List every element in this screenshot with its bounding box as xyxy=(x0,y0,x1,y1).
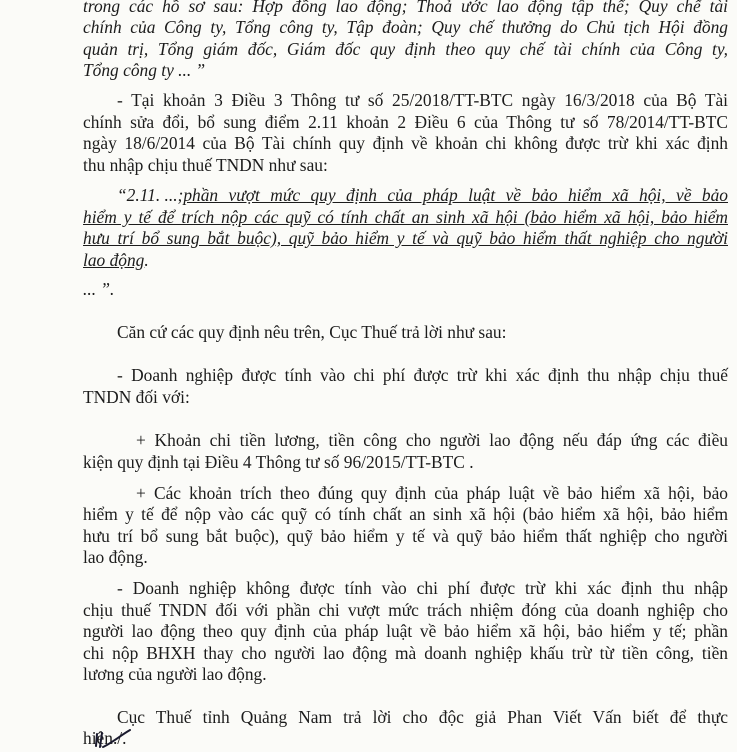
item1-line-1: + Khoản chi tiền lương, tiền công cho người lao động nếu đáp ứng các điều xyxy=(136,430,728,450)
quote1-line-4: Tổng công ty ... ” xyxy=(83,60,206,80)
item2-line-4: lao động. xyxy=(83,547,148,567)
quote2-underlined-4: lao động xyxy=(83,250,145,270)
nondeductible-line-1: - Doanh nghiệp không được tính vào chi phí được trừ khi xác định thu nhập xyxy=(117,578,728,598)
item2-line-1: + Các khoản trích theo đúng quy định của pháp luật về bảo hiểm xã hội, bảo xyxy=(136,483,728,503)
deductible-line-1: - Doanh nghiệp được tính vào chi phí được trừ khi xác định thu nhập chịu thuế xyxy=(117,365,728,385)
item2-line-3: hưu trí bổ sung bắt buộc), quỹ bảo hiểm y tế và quỹ bảo hiểm thất nghiệp cho người xyxy=(83,526,728,546)
quote1-line-3: quản trị, Tổng giám đốc, Giám đốc quy định theo quy chế tài chính của Công ty, xyxy=(83,39,728,59)
quote1-line-1: trong các hồ sơ sau: Hợp đồng lao động; Thoả ước lao động tập thể; Quy chế tài xyxy=(83,0,728,16)
quote2-line-1 xyxy=(117,185,728,207)
nondeductible-line-2: chịu thuế TNDN đối với phần chi vượt mức trách nhiệm đóng của doanh nghiệp cho xyxy=(83,600,728,620)
quote2-line4-end: . xyxy=(144,250,149,270)
circular-line-1: - Tại khoản 3 Điều 3 Thông tư số 25/2018/TT-BTC ngày 16/3/2018 của Bộ Tài xyxy=(117,90,728,110)
deductible-line-2: TNDN đối với: xyxy=(83,387,190,407)
handwritten-initials-mark xyxy=(94,728,134,752)
closing-line-2: hiện./. xyxy=(83,728,127,748)
quote2-underlined-1: phần vượt mức quy định của pháp luật về bảo hiểm xã hội, về bảo xyxy=(183,185,728,205)
nondeductible-line-3: người lao động theo quy định của pháp luật về bảo hiểm xã hội, bảo hiểm y tế; phần xyxy=(83,621,728,641)
quote2-prefix: “2.11. ...; xyxy=(117,185,184,205)
circular-line-2: chính sửa đổi, bổ sung điểm 2.11 khoản 2 Điều 6 của Thông tư số 78/2014/TT-BTC xyxy=(83,112,728,132)
closing-line-1: Cục Thuế tỉnh Quảng Nam trả lời cho độc giả Phan Viết Vấn biết để thực xyxy=(117,707,728,727)
quote2-underlined-2: hiểm y tế để trích nộp các quỹ có tính chất an sinh xã hội (bảo hiểm xã hội, bảo hiểm xyxy=(83,207,728,227)
nondeductible-line-4: chi nộp BHXH thay cho người lao động mà doanh nghiệp khấu trừ từ tiền công, tiền xyxy=(83,643,728,663)
quote2-line-4 xyxy=(83,250,149,272)
quote2-closing: ... ”. xyxy=(83,279,115,299)
quote1-line-2: chính của Công ty, Tổng công ty, Tập đoàn; Quy chế thưởng do Chủ tịch Hội đồng xyxy=(83,17,728,37)
item1-line-2: kiện quy định tại Điều 4 Thông tư số 96/2015/TT-BTC . xyxy=(83,452,474,472)
circular-line-4: thu nhập chịu thuế TNDN như sau: xyxy=(83,155,328,175)
nondeductible-line-5: lương của người lao động. xyxy=(83,664,267,684)
item2-line-2: hiểm y tế để nộp vào các quỹ có tính chất an sinh xã hội (bảo hiểm xã hội, bảo hiểm xyxy=(83,504,728,524)
circular-line-3: ngày 18/6/2014 của Bộ Tài chính quy định về khoản chi không được trừ khi xác định xyxy=(83,133,728,153)
basis-line: Căn cứ các quy định nêu trên, Cục Thuế trả lời như sau: xyxy=(117,322,507,342)
quote2-underlined-3: hưu trí bổ sung bắt buộc), quỹ bảo hiểm y tế và quỹ bảo hiểm thất nghiệp cho người xyxy=(83,228,728,248)
